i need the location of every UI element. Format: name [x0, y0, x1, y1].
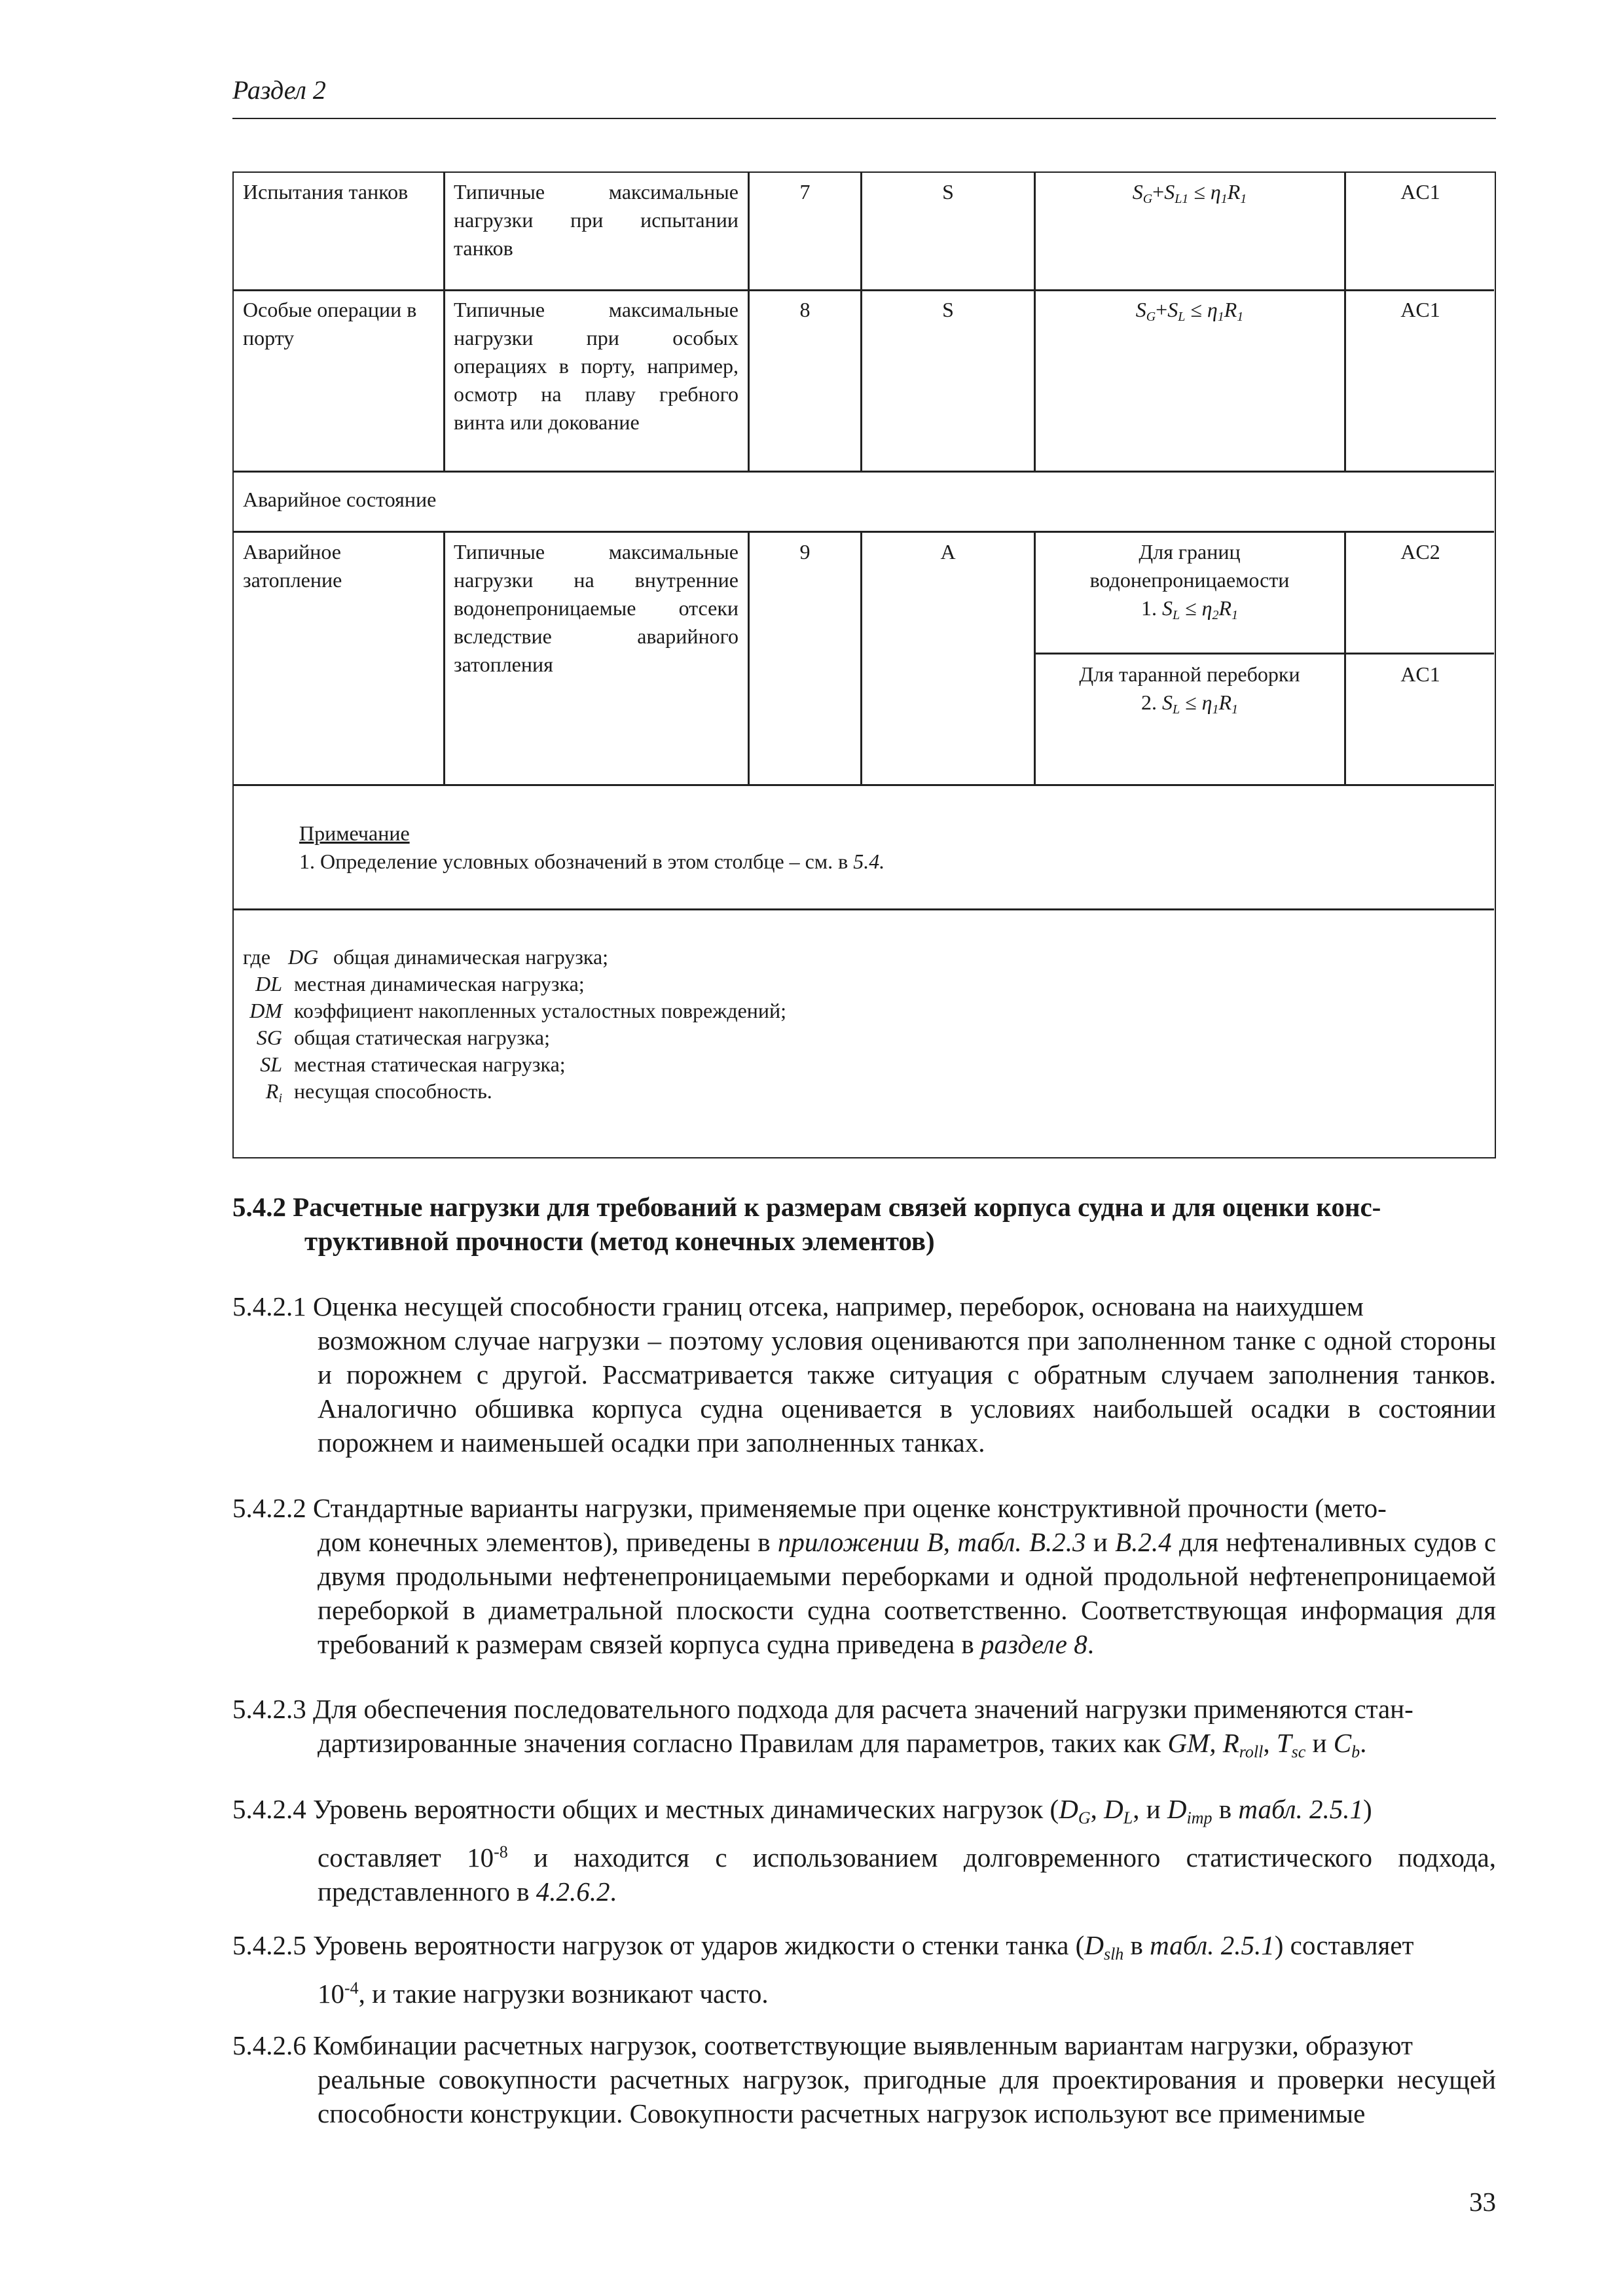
cell-criteria: AC1 [1400, 662, 1440, 686]
symbol-text: C [1333, 1728, 1352, 1758]
cell-type: S [942, 180, 954, 204]
text-run: ) составляет [1274, 1930, 1414, 1960]
text-run: для нефтеналивных судов с двумя продольными нефтенепроницаемыми переборками и одной продольной нефтенепроницаемой переборкой в диаметральной плоскости судна соответственно. Соответствующая информация для требований к размерам связей корпуса судна приведена в [318, 1527, 1497, 1659]
paragraph-first-line [232, 1692, 1496, 1726]
legend-symbol: DM [249, 999, 282, 1022]
paragraph-text: Оценка несущей способности границ отсека, например, переборок, основана на наихудшем [313, 1291, 1364, 1321]
paragraph-text: Стандартные варианты нагрузки, применяемые при оценке конструктивной прочности (мето- [313, 1493, 1387, 1523]
table-ref: табл. B.2.3 [957, 1527, 1086, 1557]
note-ref: 5.4. [853, 850, 885, 873]
legend-row [243, 1051, 1487, 1078]
legend-symbol: SL [260, 1052, 282, 1076]
legend-text: общая динамическая нагрузка; [333, 945, 609, 969]
legend-where: где [243, 945, 271, 969]
row-divider [234, 531, 1494, 533]
appendix-ref: приложении B [777, 1527, 943, 1557]
row-divider [1034, 653, 1494, 655]
legend-row [243, 971, 1487, 997]
paragraph-5-4-2-1 [232, 1289, 1496, 1460]
cell-formula-collision [1042, 660, 1337, 724]
paragraph-rest [232, 1971, 1496, 2011]
note-text [299, 848, 1478, 876]
text-run: , и такие нагрузки возникают часто. [358, 1979, 769, 2009]
text-run: дом конечных элементов), приведены в [318, 1527, 771, 1557]
text-run: . [610, 1876, 617, 1907]
table-ref: B.2.4 [1115, 1527, 1172, 1557]
legend-symbol: SG [256, 1026, 282, 1049]
cell-condition: Аварийное затопление [243, 540, 342, 592]
paragraph-rest: реальные совокупности расчетных нагрузок, пригодные для проектирования и проверки несущей способности конструкции. Совокупности расчетных нагрузок используют все применимые [318, 2064, 1496, 2128]
symbol-c [1333, 1728, 1360, 1761]
note-body: 1. Определение условных обозначений в этом столбце – см. в [299, 850, 848, 873]
legend-text: коэффициент накопленных усталостных повреждений; [294, 999, 787, 1022]
cell-condition: Особые операции в порту [243, 298, 417, 350]
text-run: и [1146, 1794, 1161, 1824]
note-title: Примечание [299, 821, 410, 845]
cell-formula-watertight [1042, 538, 1337, 630]
cell-criteria: AC2 [1400, 540, 1440, 564]
cell-type: S [942, 298, 954, 321]
cell-description: Типичные максимальные нагрузки на внутренние водонепроницаемые отсеки вследствие аварийного затопления [454, 540, 739, 676]
formula-index: 1. [1140, 596, 1157, 620]
text-run: и [1093, 1527, 1108, 1557]
symbol-sub: slh [1103, 1945, 1124, 1964]
symbol-text: T [1276, 1728, 1292, 1758]
cell-description: Типичные максимальные нагрузки при особых операциях в порту, например, осмотр на плаву гребного винта или докование [454, 298, 739, 434]
collision-formula: 2. $S_L \le \eta_1R_1$ [1140, 691, 1239, 717]
paragraph-rest: дартизированные значения согласно Правилам для параметров, таких как GM, $R_{roll}$, $T_{sc}$ и $C_b$. [318, 1728, 1367, 1761]
paragraph-first-line [232, 1289, 1496, 1323]
symbol-sub: L [1123, 1808, 1133, 1827]
legend-text: общая статическая нагрузка; [294, 1026, 551, 1049]
cell-description: Типичные максимальные нагрузки при испытании танков [454, 180, 739, 260]
header-rule [232, 118, 1496, 119]
legend-row [243, 997, 1487, 1024]
paragraph-number: 5.4.2.1 [232, 1291, 306, 1321]
paragraph-number: 5.4.2.4 [232, 1794, 306, 1824]
cell-criteria: AC1 [1400, 298, 1440, 321]
text-run: Уровень вероятности общих и местных динамических нагрузок ( [313, 1794, 1059, 1824]
section-ref: 4.2.6.2 [536, 1876, 610, 1907]
cell-criteria: AC1 [1400, 180, 1440, 204]
paragraph-number: 5.4.2.3 [232, 1694, 306, 1724]
collision-label: Для таранной переборки [1079, 662, 1300, 686]
paragraph-5-4-2-6 [232, 2028, 1496, 2130]
symbol-text: D [1104, 1794, 1123, 1824]
cell-condition: Испытания танков [243, 180, 409, 204]
legend-symbol: DL [255, 972, 282, 996]
legend-symbol: DG [288, 945, 319, 969]
symbol-dg [1059, 1794, 1091, 1827]
table-ref: табл. 2.5.1 [1238, 1794, 1363, 1824]
running-header [232, 77, 1496, 103]
table-legend [243, 944, 1487, 1112]
symbol-text: D [1167, 1794, 1187, 1824]
cell-formula: $S_G+S_L \le \eta_1R_1$ [1135, 298, 1244, 324]
exponent: -8 [494, 1842, 508, 1861]
paragraph-first-line: 5.4.2.4 Уровень вероятности общих и местных динамических нагрузок ($D_G$, $D_L$, и $D_{imp}$ в табл. 2.5.1) [232, 1794, 1372, 1827]
formula-index: 2. [1140, 691, 1157, 714]
paragraph-5-4-2-3 [232, 1692, 1496, 1769]
text-run: 10 [318, 1979, 344, 2009]
exponent: -4 [344, 1979, 359, 1998]
symbol-sub: sc [1291, 1742, 1306, 1761]
table-ref: табл. 2.5.1 [1150, 1930, 1275, 1960]
symbol-dl [1104, 1794, 1133, 1827]
cell-number: 7 [799, 180, 811, 204]
watertight-label: Для границ водонепроницаемости [1089, 540, 1290, 592]
symbol-sub: roll [1239, 1742, 1264, 1761]
symbol-text: GM, R [1167, 1728, 1239, 1758]
text-run: Уровень вероятности нагрузок от ударов жидкости о стенки танка ( [313, 1930, 1085, 1960]
legend-text: местная динамическая нагрузка; [294, 972, 585, 996]
symbol-dimp [1167, 1794, 1213, 1827]
paragraph-number: 5.4.2.5 [232, 1930, 306, 1960]
text-run: составляет 10 [318, 1842, 494, 1873]
text-run: и [1312, 1728, 1327, 1758]
text-run: . [1087, 1629, 1094, 1659]
cell-type: A [940, 540, 956, 564]
symbol-t [1276, 1728, 1306, 1761]
paragraph-text: Комбинации расчетных нагрузок, соответствующие выявленным вариантам нагрузки, образуют [313, 2030, 1413, 2060]
symbol-sub: G [1078, 1808, 1091, 1827]
paragraph-number: 5.4.2.6 [232, 2030, 306, 2060]
section-heading [232, 1190, 1496, 1258]
section-heading-line [232, 1190, 1496, 1224]
legend-symbol-main: R [265, 1079, 279, 1103]
symbol-text: D [1084, 1930, 1104, 1960]
cell-formula: $S_G+S_{L1} \le \eta_1R_1$ [1132, 180, 1247, 206]
cell-number: 8 [799, 298, 811, 321]
section-title-line2: труктивной прочности (метод конечных элементов) [304, 1226, 935, 1256]
symbol-text: D [1059, 1794, 1078, 1824]
text-run: , [943, 1527, 950, 1557]
section-title-line1: Расчетные нагрузки для требований к размерам связей корпуса судна и для оценки конс- [293, 1192, 1381, 1222]
paragraph-rest [232, 1525, 1496, 1661]
paragraph-first-line [232, 1491, 1496, 1525]
row-divider [234, 471, 1494, 473]
paragraph-5-4-2-4 [232, 1792, 1496, 1909]
row-divider [234, 784, 1494, 786]
paragraph-5-4-2-5 [232, 1928, 1496, 2011]
legend-row [243, 944, 1487, 971]
text-run: ) [1362, 1794, 1372, 1824]
table-note [299, 819, 1478, 876]
paragraph-rest [232, 1835, 1496, 1909]
paragraph-rest: возможном случае нагрузки – поэтому условия оцениваются при заполненном танке с одной стороны и порожнем с другой. Рассматривается также ситуация с обратным случаем заполнения танков. Аналогично обшивка корпуса судна оценивается в условиях наибольшей осадки в состоянии порожнем и наименьшей осадки при заполненных танках. [318, 1325, 1496, 1458]
load-table [232, 171, 1496, 1158]
text-run: в [1218, 1794, 1232, 1824]
legend-row [243, 1078, 1487, 1112]
watertight-formula: 1. $S_L \le \eta_2R_1$ [1140, 596, 1239, 622]
cell-number: 9 [799, 540, 811, 564]
paragraph-number: 5.4.2.2 [232, 1493, 306, 1523]
symbol-gm [1167, 1728, 1264, 1761]
row-divider [234, 908, 1494, 910]
page-number: 33 [1469, 2187, 1496, 2217]
emergency-header: Аварийное состояние [243, 488, 437, 511]
legend-text: местная статическая нагрузка; [294, 1052, 566, 1076]
text-run: дартизированные значения согласно Правилам для параметров, таких как [318, 1728, 1161, 1758]
section-ref: разделе 8 [981, 1629, 1087, 1659]
legend-text: несущая способность. [294, 1079, 492, 1103]
paragraph-first-line [232, 2028, 1496, 2062]
symbol-dslh [1084, 1930, 1124, 1964]
text-run: и находится с использованием долговременного статистического подхода, представленного в [318, 1842, 1497, 1907]
legend-symbol [243, 1078, 294, 1112]
row-divider [234, 289, 1494, 291]
paragraph-first-line [232, 1928, 1496, 1971]
symbol-sub: imp [1186, 1808, 1213, 1827]
legend-symbol-sub: i [278, 1091, 282, 1105]
symbol-sub: b [1351, 1742, 1360, 1761]
paragraph-text: Для обеспечения последовательного подхода для расчета значений нагрузки применяются стан- [313, 1694, 1413, 1724]
text-run: в [1130, 1930, 1143, 1960]
section-number: 5.4.2 [232, 1192, 286, 1222]
section-label: Раздел 2 [232, 75, 326, 105]
legend-row [243, 1024, 1487, 1051]
paragraph-5-4-2-2 [232, 1491, 1496, 1661]
text-run: . [1360, 1728, 1367, 1758]
